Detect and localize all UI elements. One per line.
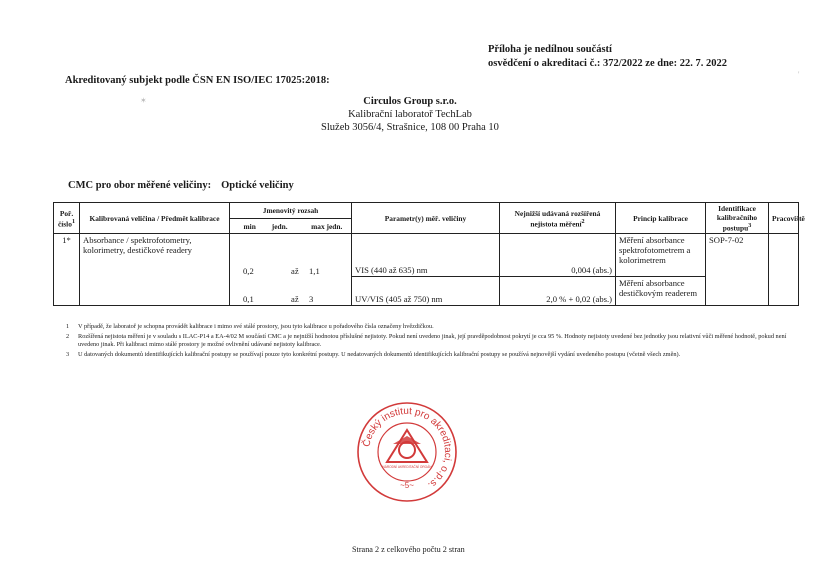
annex-note (488, 43, 727, 71)
row-uncertainty: 2,0 % + 0,02 (abs.) (500, 277, 616, 306)
range-to: až (291, 265, 299, 276)
row-params: VIS (440 až 635) nm (352, 234, 500, 277)
header-unit-2: jedn. (326, 221, 343, 231)
row-params: UV/VIS (405 až 750) nm (352, 277, 500, 306)
footnote-text: Rozšířená nejistota měření je v souladu s ILAC-P14 a EA-4/02 M součástí CMC a je nejnižší hodnotou příslušné nejistoty. Pokud není uvedeno jinak, její pravděpodobnost pokrytí je cca 95 %. Hodnoty nejistoty uvedené bez jednotky jsou relativní vůči měřené hodnotě, pokud není uvedeno jinak. Při kalibraci mimo stálé prostory je možné ovlivnění udávané nejistoty kalibrace. (78, 333, 787, 348)
cmc-heading (68, 180, 294, 191)
stamp-inner-text: NÁRODNÍ AKREDITAČNÍ ORGÁN (382, 465, 432, 469)
header-max: max (311, 221, 325, 231)
header-quantity: Kalibrovaná veličina / Předmět kalibrace (80, 203, 230, 234)
row-procedure: SOP-7-02 (706, 234, 769, 306)
footnote-mark: 3 (66, 351, 70, 358)
annex-line-2: osvědčení o akreditaci č.: 372/2022 ze dne: 22. 7. 2022 (488, 58, 727, 69)
cmc-table (53, 202, 805, 306)
organization-block (250, 95, 570, 134)
header-min: min (243, 221, 256, 231)
header-params: Parametr(y) měř. veličiny (352, 203, 500, 234)
range-subheader (230, 218, 352, 234)
footnote-text: U datovaných dokumentů identifikujících kalibrační postupy se používají pouze tyto konkrétní postupy. U nedatovaných dokumentů identifikujících kalibrační postupy se používá nejnovější vydání uvedeného postupu (včetně všech změn). (78, 351, 681, 358)
row-range (230, 234, 352, 277)
row-workplace (769, 234, 799, 306)
annex-line-1: Příloha je nedílnou součástí (488, 44, 612, 55)
stamp-emblem (387, 430, 427, 462)
header-no: Poř. číslo$^1$ (54, 203, 80, 234)
header-procedure: Identifikace kalibračního postupu$^3$ (706, 203, 769, 234)
range-min: 0,2 (243, 265, 254, 276)
header-unit: jedn. (271, 221, 288, 231)
footnotes (66, 323, 796, 361)
organization-address: Služeb 3056/4, Strašnice, 108 00 Praha 10 (321, 122, 499, 133)
header-principle: Princip kalibrace (616, 203, 706, 234)
footnote-text: V případě, že laboratoř je schopna provádět kalibrace i mimo své stálé prostory, jsou tyto kalibrace u pořadového čísla označeny hvězdičkou. (78, 323, 434, 330)
scan-speck: ✶ (140, 96, 147, 105)
accreditation-stamp (355, 400, 459, 504)
range-to: až (291, 294, 299, 305)
footnote (66, 323, 796, 331)
range-max: 1,1 (309, 265, 320, 276)
laboratory-name: Kalibrační laboratoř TechLab (348, 109, 472, 120)
row-principle: Měření absorbance spektrofotometrem a kolorimetrem (616, 234, 706, 277)
row-no: 1* (54, 234, 80, 306)
cmc-label: CMC pro obor měřené veličiny: (68, 180, 212, 191)
table-row (54, 234, 799, 277)
row-range (230, 277, 352, 306)
page-footer: Strana 2 z celkového počtu 2 stran (352, 545, 465, 554)
accredited-subject-label: Akreditovaný subjekt podle ČSN EN ISO/IEC 17025:2018: (65, 75, 330, 86)
table-header-row (54, 203, 799, 219)
range-min: 0,1 (243, 294, 254, 305)
header-uncertainty: Nejnižší udávaná rozšířená nejistota měření$^2$ (500, 203, 616, 234)
organization-name: Circulos Group s.r.o. (363, 96, 457, 107)
stamp-graphic (355, 400, 459, 504)
row-uncertainty: 0,004 (abs.) (500, 234, 616, 277)
range-max: 3 (309, 294, 314, 305)
scan-speck: ' (798, 70, 800, 79)
footnote (66, 351, 796, 359)
header-range: Jmenovitý rozsah (230, 203, 352, 219)
stamp-number: ~5~ (400, 481, 414, 490)
stamp-ring-text: Český institut pro akreditaci, o.p.s. (361, 405, 454, 491)
footnote-mark: 1 (66, 323, 70, 330)
row-principle: Měření absorbance destičkovým readerem (616, 277, 706, 306)
footnote (66, 333, 796, 349)
header-workplace: Pracoviště (769, 203, 799, 234)
footnote-mark: 2 (66, 333, 70, 340)
row-quantity: Absorbance / spektrofotometry, kolorimetry, destičkové readery (80, 234, 230, 306)
cmc-value: Optické veličiny (221, 180, 294, 191)
